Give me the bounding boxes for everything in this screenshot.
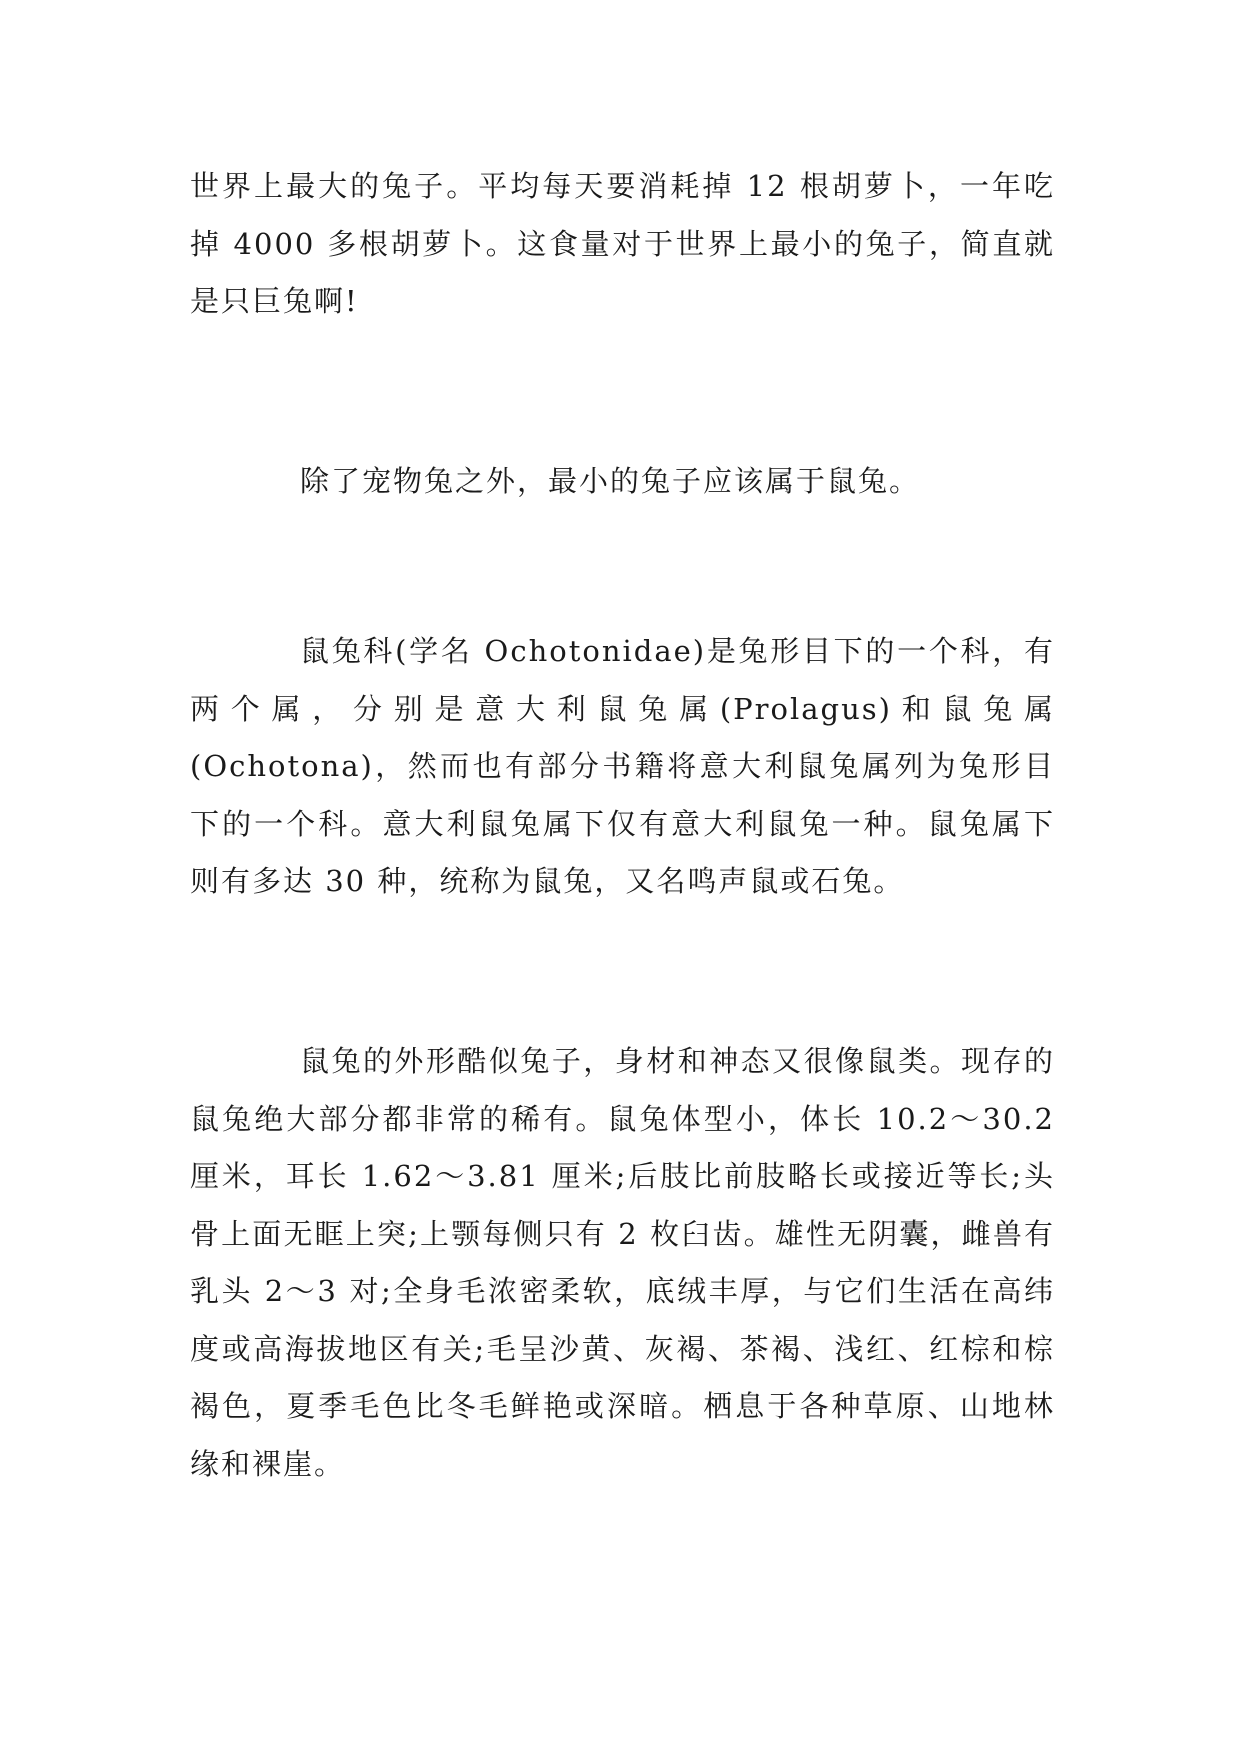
paragraph-giant-rabbit: 世界上最大的兔子。平均每天要消耗掉 12 根胡萝卜，一年吃掉 4000 多根胡萝卜。这食量对于世界上最小的兔子，简直就是只巨兔啊! [190, 169, 1055, 318]
paragraph-ochotonidae: 鼠兔科(学名 Ochotonidae)是兔形目下的一个科，有两个属，分别是意大利鼠兔属(Prolagus)和鼠兔属(Ochotona)，然而也有部分书籍将意大利鼠兔属列为兔形目下的一个科。意大利鼠兔属下仅有意大利鼠兔一种。鼠兔属下则有多达 30 种，统称为鼠兔，又名鸣声鼠或石兔。 [190, 634, 1055, 898]
paragraph-pika-description: 鼠兔的外形酷似兔子，身材和神态又很像鼠类。现存的鼠兔绝大部分都非常的稀有。鼠兔体型小，体长 10.2～30.2 厘米，耳长 1.62～3.81 厘米;后肢比前肢略长或接近等长;头骨上面无眶上突;上颚每侧只有 2 枚臼齿。雄性无阴囊，雌兽有乳头 2～3 对;全身毛浓密柔软，底绒丰厚，与它们生活在高纬度或高海拔地区有关;毛呈沙黄、灰褐、茶褐、浅红、红棕和棕褐色，夏季毛色比冬毛鲜艳或深暗。栖息于各种草原、山地林缘和裸崖。 [190, 1044, 1055, 1481]
paragraph-smallest-rabbit: 除了宠物兔之外，最小的兔子应该属于鼠兔。 [300, 464, 921, 498]
